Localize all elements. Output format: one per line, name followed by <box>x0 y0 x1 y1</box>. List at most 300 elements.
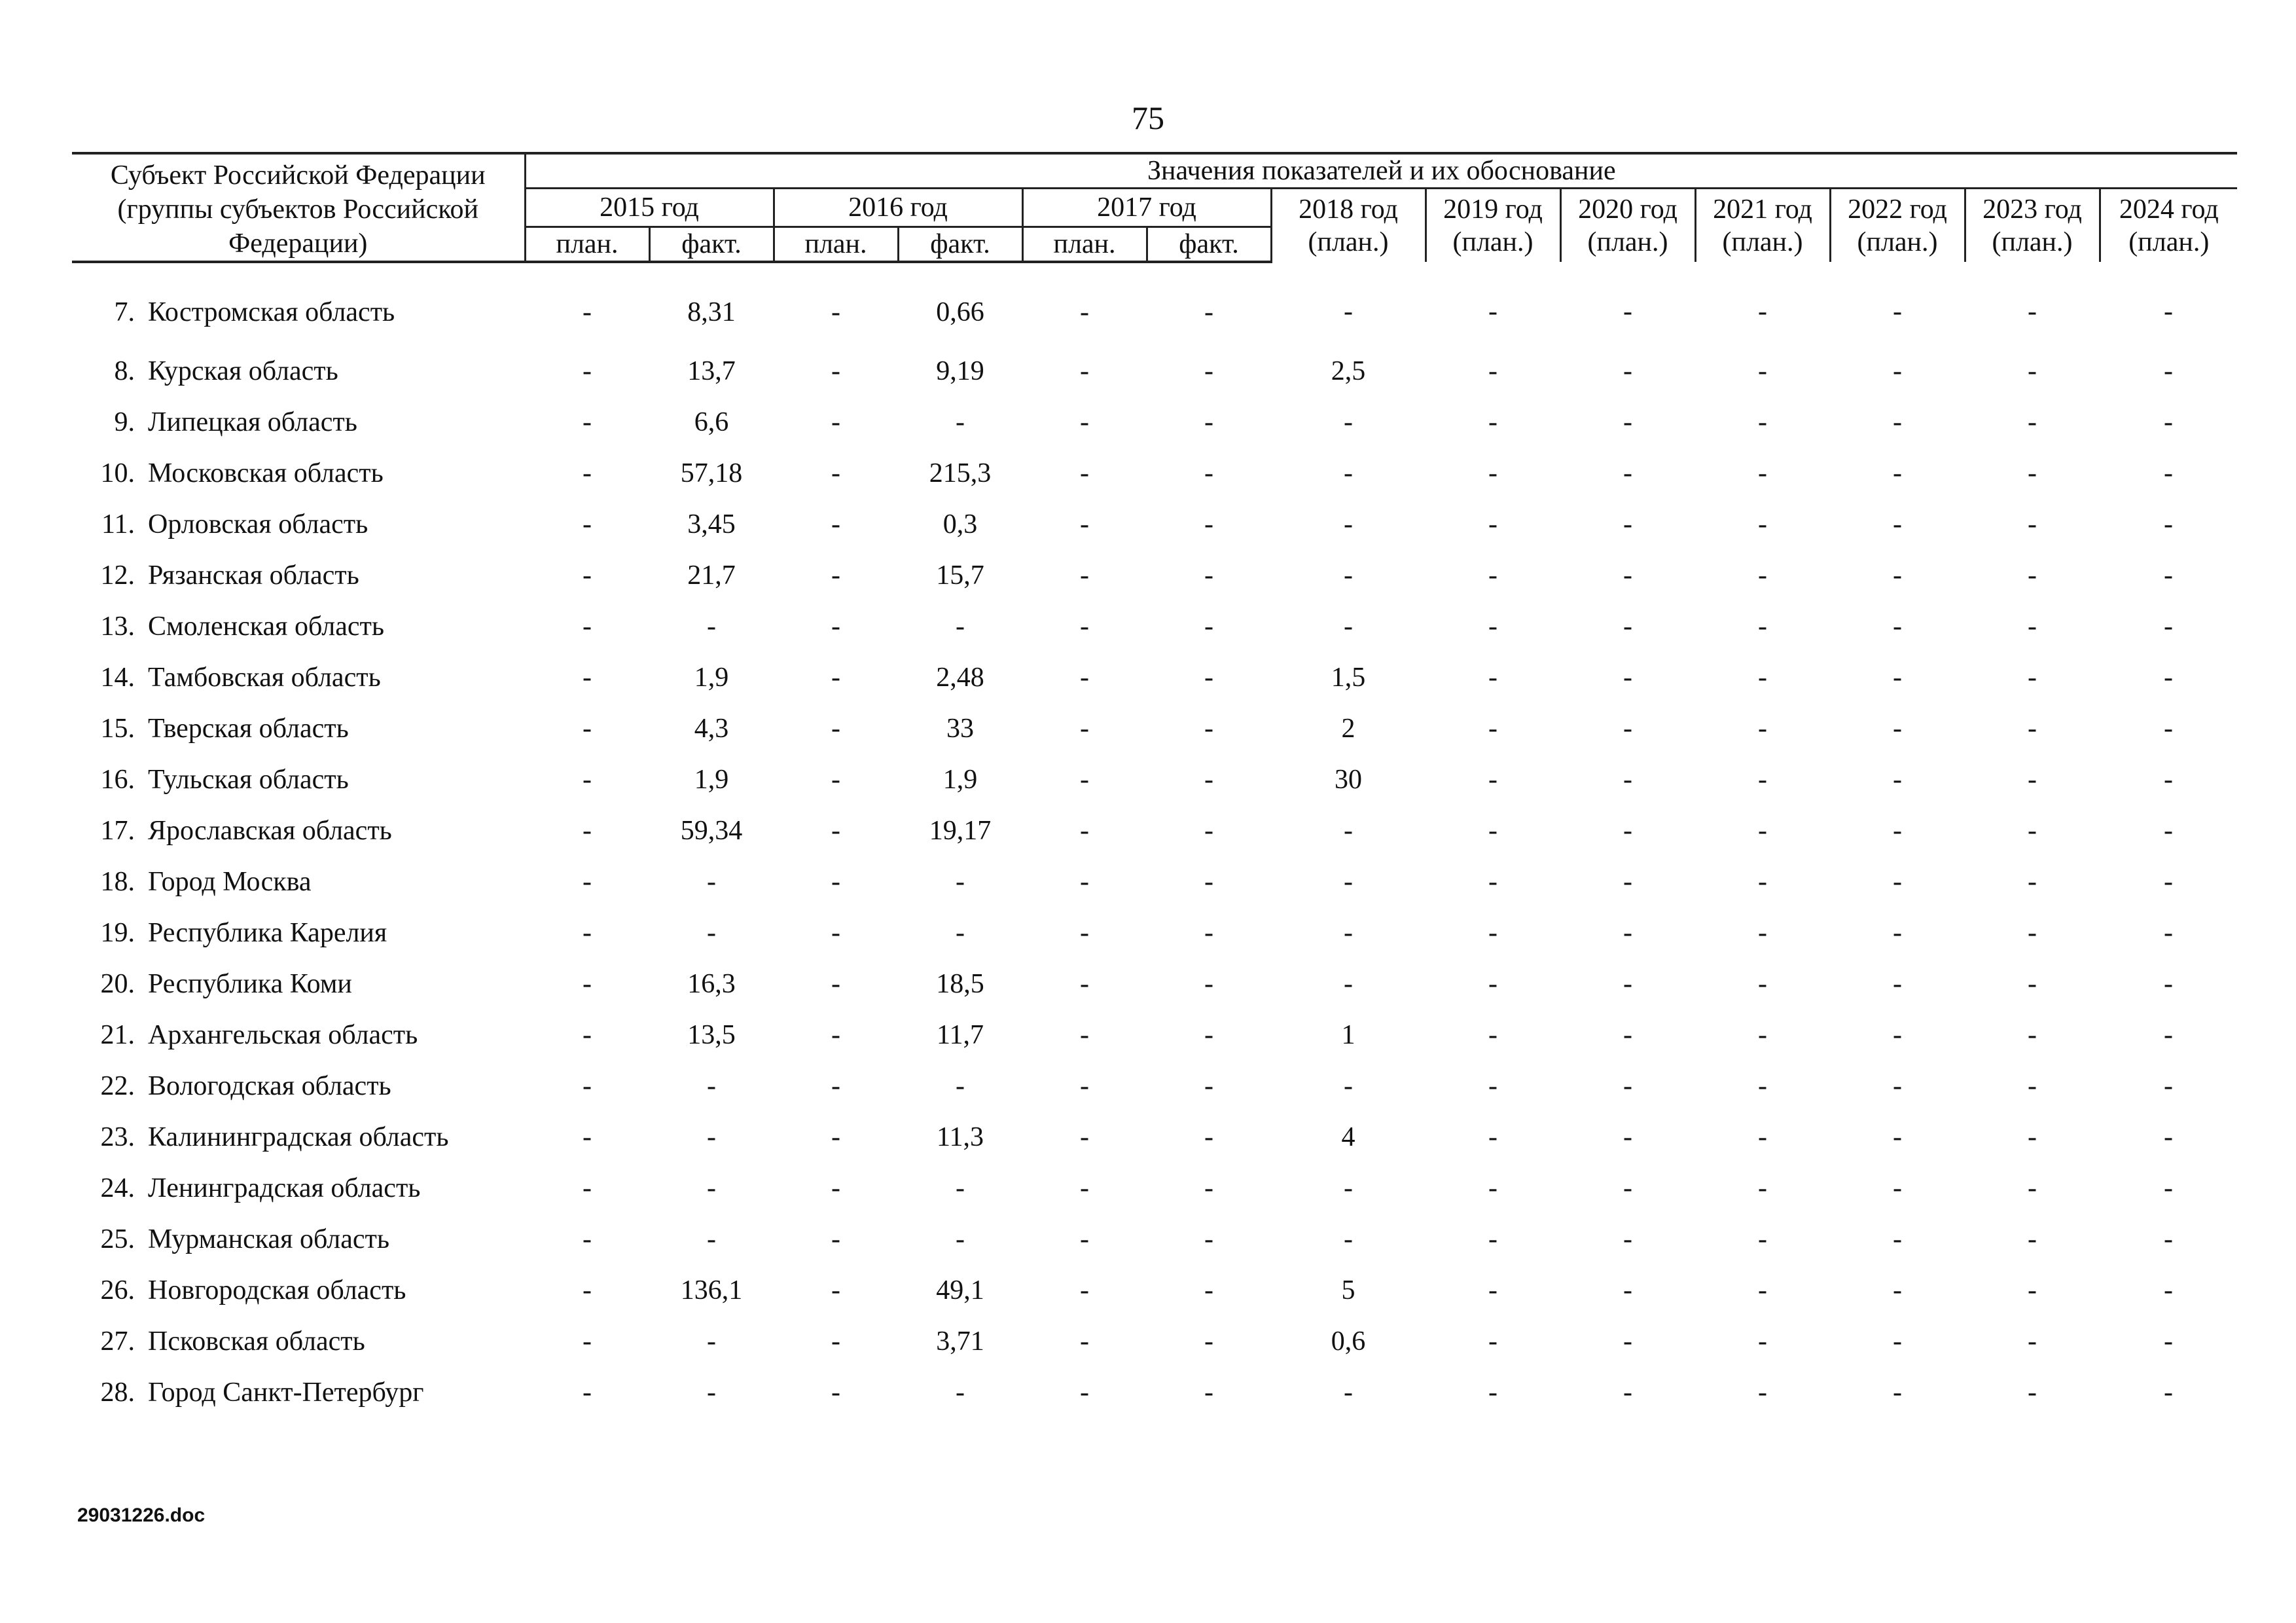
value-cell: - <box>1344 458 1353 488</box>
value-cell: - <box>1758 1020 1767 1050</box>
region-name: Липецкая область <box>148 407 357 437</box>
value-cell: - <box>1893 1275 1902 1305</box>
value-cell: - <box>1080 765 1089 795</box>
region-name: Республика Коми <box>148 969 352 999</box>
plan-year-label: 2022 год <box>1848 194 1947 225</box>
value-cell: - <box>1758 611 1767 642</box>
row-number: 22. <box>100 1071 135 1101</box>
value-cell: - <box>2028 1122 2037 1152</box>
row-number: 25. <box>100 1224 135 1254</box>
value-cell: - <box>831 1326 840 1357</box>
value-cell: - <box>1623 458 1632 488</box>
value-cell: - <box>1488 765 1498 795</box>
value-cell: - <box>831 1173 840 1203</box>
value-cell: - <box>1080 867 1089 897</box>
value-cell: - <box>1623 297 1632 327</box>
value-cell: - <box>2028 1224 2037 1254</box>
value-cell: - <box>1080 663 1089 693</box>
value-cell: - <box>1204 1071 1213 1101</box>
table-row <box>72 262 2237 346</box>
table-row <box>72 856 2237 907</box>
value-cell: - <box>583 714 592 744</box>
subject-cell <box>72 856 525 907</box>
value-cell: - <box>831 918 840 948</box>
value-cell: - <box>1893 1377 1902 1408</box>
value-cell: - <box>583 1377 592 1408</box>
region-name: Вологодская область <box>148 1071 391 1101</box>
value-cell: - <box>1758 356 1767 386</box>
value-cell: - <box>1758 407 1767 437</box>
plan-year-note: (план.) <box>1308 227 1389 257</box>
plan-year-label: 2024 год <box>2119 194 2219 225</box>
subject-cell <box>72 601 525 652</box>
value-cell: 3,71 <box>936 1326 984 1357</box>
row-number: 18. <box>100 867 135 897</box>
value-cell: 8,31 <box>687 297 736 327</box>
value-cell: - <box>831 714 840 744</box>
value-cell: 136,1 <box>680 1275 743 1305</box>
value-cell: - <box>583 560 592 591</box>
value-cell: - <box>1893 297 1902 327</box>
value-cell: - <box>1080 509 1089 539</box>
value-cell: - <box>1758 1377 1767 1408</box>
value-cell: - <box>956 407 965 437</box>
value-cell: - <box>1758 560 1767 591</box>
value-cell: - <box>1080 1020 1089 1050</box>
value-cell: - <box>1204 1326 1213 1357</box>
value-cell: - <box>1623 816 1632 846</box>
value-cell: - <box>956 611 965 642</box>
value-cell: - <box>1080 356 1089 386</box>
value-cell: - <box>1623 1275 1632 1305</box>
value-cell: - <box>1893 509 1902 539</box>
value-cell: - <box>2164 1377 2174 1408</box>
value-cell: 4 <box>1341 1122 1355 1152</box>
value-cell: - <box>1204 560 1213 591</box>
value-cell: - <box>1204 663 1213 693</box>
value-cell: 3,45 <box>687 509 736 539</box>
value-cell: - <box>831 458 840 488</box>
value-cell: - <box>1488 1020 1498 1050</box>
table-row <box>72 346 2237 397</box>
value-cell: - <box>1623 509 1632 539</box>
value-cell: 18,5 <box>936 969 984 999</box>
subject-cell <box>72 262 525 346</box>
value-cell: - <box>831 663 840 693</box>
subject-cell <box>72 1265 525 1316</box>
value-cell: - <box>1893 714 1902 744</box>
value-cell: - <box>2164 1224 2174 1254</box>
value-cell: 33 <box>946 714 974 744</box>
value-cell: - <box>1623 611 1632 642</box>
row-number: 24. <box>100 1173 135 1203</box>
value-cell: - <box>2028 816 2037 846</box>
value-cell: - <box>583 1326 592 1357</box>
value-cell: - <box>1758 297 1767 327</box>
plan-subheader: план. <box>774 227 898 263</box>
value-cell: - <box>1344 509 1353 539</box>
region-name: Тульская область <box>148 765 349 795</box>
value-cell: 4,3 <box>694 714 729 744</box>
value-cell: - <box>1204 458 1213 488</box>
row-number: 9. <box>114 407 135 437</box>
row-number: 20. <box>100 969 135 999</box>
plan-year-label: 2020 год <box>1578 194 1677 225</box>
value-cell: - <box>1204 816 1213 846</box>
value-cell: - <box>707 1173 716 1203</box>
value-cell: - <box>1344 1377 1353 1408</box>
fact-subheader: факт. <box>898 227 1022 263</box>
fact-subheader: факт. <box>649 227 774 263</box>
value-cell: - <box>1344 918 1353 948</box>
value-cell: 16,3 <box>687 969 736 999</box>
value-cell: - <box>707 1224 716 1254</box>
value-cell: - <box>2028 611 2037 642</box>
value-cell: - <box>1758 1275 1767 1305</box>
value-cell: - <box>1080 969 1089 999</box>
value-cell: - <box>831 969 840 999</box>
value-cell: - <box>1623 560 1632 591</box>
value-cell: - <box>2164 458 2174 488</box>
row-number: 15. <box>100 714 135 744</box>
value-cell: - <box>1623 1377 1632 1408</box>
value-cell: - <box>1623 1326 1632 1357</box>
value-cell: - <box>2164 560 2174 591</box>
value-cell: - <box>1488 1377 1498 1408</box>
value-cell: 1,5 <box>1331 663 1366 693</box>
plan-year-header <box>2100 189 2237 263</box>
value-cell: - <box>1204 969 1213 999</box>
value-cell: - <box>1758 765 1767 795</box>
value-cell: - <box>1204 297 1213 327</box>
table-row <box>72 448 2237 499</box>
value-cell: 11,7 <box>937 1020 984 1050</box>
table-row <box>72 1163 2237 1214</box>
value-cell: - <box>583 1224 592 1254</box>
value-cell: - <box>1488 611 1498 642</box>
value-cell: - <box>583 356 592 386</box>
subject-cell <box>72 1061 525 1112</box>
value-cell: - <box>1758 918 1767 948</box>
plan-year-note: (план.) <box>1722 227 1803 257</box>
plan-subheader: план. <box>1022 227 1147 263</box>
table-row <box>72 652 2237 703</box>
year-group-header: 2017 год <box>1022 189 1271 227</box>
value-cell: - <box>1623 969 1632 999</box>
row-number: 28. <box>100 1377 135 1408</box>
value-cell: - <box>583 509 592 539</box>
plan-year-note: (план.) <box>1992 227 2073 257</box>
value-cell: - <box>1204 1275 1213 1305</box>
value-cell: - <box>1488 407 1498 437</box>
value-cell: 1 <box>1341 1020 1355 1050</box>
value-cell: - <box>1080 560 1089 591</box>
subject-cell <box>72 1163 525 1214</box>
value-cell: 5 <box>1341 1275 1355 1305</box>
plan-year-header <box>1965 189 2100 263</box>
plan-year-note: (план.) <box>1857 227 1938 257</box>
value-cell: - <box>2028 714 2037 744</box>
value-cell: - <box>2164 918 2174 948</box>
value-cell: - <box>956 1071 965 1101</box>
value-cell: - <box>831 1071 840 1101</box>
value-cell: - <box>2164 1326 2174 1357</box>
region-name: Курская область <box>148 356 338 386</box>
plan-year-label: 2018 год <box>1299 194 1398 225</box>
value-cell: - <box>707 1377 716 1408</box>
subject-cell <box>72 703 525 754</box>
value-cell: - <box>2028 1173 2037 1203</box>
region-name: Новгородская область <box>148 1275 406 1305</box>
row-number: 27. <box>100 1326 135 1357</box>
value-cell: - <box>2028 765 2037 795</box>
value-cell: - <box>583 1071 592 1101</box>
value-cell: - <box>1758 816 1767 846</box>
value-cell: - <box>1488 1224 1498 1254</box>
value-cell: - <box>831 867 840 897</box>
value-cell: - <box>1344 1173 1353 1203</box>
value-cell: - <box>2164 356 2174 386</box>
value-cell: - <box>2164 1275 2174 1305</box>
value-cell: - <box>1488 816 1498 846</box>
value-cell: - <box>1488 918 1498 948</box>
value-cell: - <box>1344 407 1353 437</box>
row-number: 16. <box>100 765 135 795</box>
subject-cell <box>72 1316 525 1367</box>
plan-year-header <box>1560 189 1695 263</box>
region-name: Республика Карелия <box>148 918 387 948</box>
value-cell: - <box>2028 560 2037 591</box>
value-cell: - <box>1488 509 1498 539</box>
value-cell: - <box>1893 458 1902 488</box>
plan-subheader: план. <box>525 227 649 263</box>
value-cell: 57,18 <box>680 458 743 488</box>
value-cell: - <box>583 1122 592 1152</box>
value-cell: - <box>2164 765 2174 795</box>
page-number: 75 <box>1132 100 1164 136</box>
value-cell: - <box>1758 1173 1767 1203</box>
region-name: Мурманская область <box>148 1224 390 1254</box>
subject-cell <box>72 907 525 958</box>
value-cell: 49,1 <box>936 1275 984 1305</box>
value-cell: - <box>2164 1071 2174 1101</box>
value-cell: 215,3 <box>929 458 992 488</box>
value-cell: - <box>1204 509 1213 539</box>
region-name: Псковская область <box>148 1326 365 1357</box>
value-cell: - <box>1080 1224 1089 1254</box>
region-name: Тверская область <box>148 714 349 744</box>
region-name: Смоленская область <box>148 611 385 642</box>
table-row <box>72 1367 2237 1418</box>
value-cell: - <box>583 297 592 327</box>
value-cell: - <box>831 765 840 795</box>
region-name: Орловская область <box>148 509 368 539</box>
value-cell: - <box>1344 1071 1353 1101</box>
row-number: 7. <box>114 297 135 327</box>
plan-year-note: (план.) <box>2128 227 2210 257</box>
value-cell: - <box>1344 816 1353 846</box>
value-cell: - <box>1893 867 1902 897</box>
year-group-header: 2016 год <box>774 189 1022 227</box>
value-cell: - <box>2028 509 2037 539</box>
value-cell: - <box>583 765 592 795</box>
fact-subheader: факт. <box>1147 227 1271 263</box>
row-number: 17. <box>100 816 135 846</box>
value-cell: - <box>2164 714 2174 744</box>
value-cell: - <box>1623 663 1632 693</box>
value-cell: - <box>831 1275 840 1305</box>
region-name: Архангельская область <box>148 1020 418 1050</box>
value-cell: - <box>1488 1173 1498 1203</box>
subject-cell <box>72 346 525 397</box>
value-cell: - <box>583 663 592 693</box>
subject-cell <box>72 958 525 1010</box>
document-filename: 29031226.doc <box>77 1504 206 1526</box>
value-cell: - <box>1893 1326 1902 1357</box>
plan-year-label: 2023 год <box>1982 194 2082 225</box>
value-cell: - <box>1488 969 1498 999</box>
value-cell: - <box>1080 918 1089 948</box>
value-cell: - <box>2028 458 2037 488</box>
table-row <box>72 1010 2237 1061</box>
value-cell: - <box>1893 1224 1902 1254</box>
value-cell: - <box>2028 969 2037 999</box>
value-cell: 13,7 <box>687 356 736 386</box>
value-cell: - <box>1623 407 1632 437</box>
subject-cell <box>72 1112 525 1163</box>
value-cell: - <box>2164 663 2174 693</box>
region-name: Город Москва <box>148 867 312 897</box>
row-number: 21. <box>100 1020 135 1050</box>
value-cell: 1,9 <box>694 765 729 795</box>
value-cell: - <box>2164 816 2174 846</box>
value-cell: - <box>2164 1020 2174 1050</box>
value-cell: - <box>1080 611 1089 642</box>
value-cell: 1,9 <box>942 765 978 795</box>
plan-year-note: (план.) <box>1587 227 1668 257</box>
value-cell: - <box>1893 918 1902 948</box>
year-group-header: 2015 год <box>525 189 774 227</box>
value-cell: - <box>1488 867 1498 897</box>
value-cell: - <box>583 816 592 846</box>
value-cell: - <box>1204 765 1213 795</box>
table-row <box>72 1061 2237 1112</box>
value-cell: 2,48 <box>936 663 984 693</box>
value-cell: - <box>2028 663 2037 693</box>
value-cell: - <box>2028 407 2037 437</box>
values-title: Значения показателей и их обоснование <box>525 153 2237 189</box>
value-cell: - <box>1080 1377 1089 1408</box>
value-cell: - <box>1623 1071 1632 1101</box>
value-cell: - <box>1758 663 1767 693</box>
table-row <box>72 601 2237 652</box>
value-cell: - <box>831 509 840 539</box>
value-cell: - <box>956 867 965 897</box>
value-cell: - <box>1488 356 1498 386</box>
table-header <box>72 153 2237 262</box>
subject-cell <box>72 754 525 805</box>
value-cell: - <box>2028 1326 2037 1357</box>
row-number: 11. <box>101 509 135 539</box>
value-cell: - <box>831 1020 840 1050</box>
value-cell: - <box>2164 969 2174 999</box>
value-cell: - <box>831 560 840 591</box>
value-cell: - <box>1893 560 1902 591</box>
value-cell: 13,5 <box>687 1020 736 1050</box>
region-name: Ярославская область <box>148 816 392 846</box>
value-cell: - <box>1893 407 1902 437</box>
value-cell: - <box>1758 458 1767 488</box>
value-cell: - <box>583 1173 592 1203</box>
value-cell: - <box>2028 1071 2037 1101</box>
value-cell: - <box>707 611 716 642</box>
value-cell: - <box>1080 714 1089 744</box>
value-cell: - <box>1204 1224 1213 1254</box>
value-cell: 0,3 <box>942 509 978 539</box>
plan-year-header <box>1426 189 1560 263</box>
subject-cell <box>72 499 525 550</box>
value-cell: - <box>707 1071 716 1101</box>
value-cell: - <box>583 407 592 437</box>
value-cell: - <box>831 407 840 437</box>
value-cell: - <box>1204 1173 1213 1203</box>
value-cell: 15,7 <box>936 560 984 591</box>
value-cell: 6,6 <box>694 407 729 437</box>
value-cell: - <box>1344 560 1353 591</box>
table-row <box>72 1112 2237 1163</box>
table-row <box>72 805 2237 856</box>
subject-cell <box>72 397 525 448</box>
value-cell: - <box>583 969 592 999</box>
subject-cell <box>72 1214 525 1265</box>
value-cell: - <box>1758 1122 1767 1152</box>
value-cell: - <box>1488 1326 1498 1357</box>
value-cell: - <box>1488 663 1498 693</box>
value-cell: - <box>1758 714 1767 744</box>
value-cell: - <box>1893 611 1902 642</box>
value-cell: - <box>1204 1122 1213 1152</box>
value-cell: - <box>1623 1122 1632 1152</box>
value-cell: - <box>1204 356 1213 386</box>
value-cell: - <box>1758 969 1767 999</box>
row-number: 14. <box>100 663 135 693</box>
value-cell: - <box>2164 1173 2174 1203</box>
value-cell: - <box>956 1377 965 1408</box>
value-cell: - <box>2028 1377 2037 1408</box>
value-cell: - <box>583 918 592 948</box>
table-row <box>72 550 2237 601</box>
row-number: 13. <box>100 611 135 642</box>
value-cell: - <box>1758 1224 1767 1254</box>
value-cell: - <box>1344 867 1353 897</box>
value-cell: - <box>583 1020 592 1050</box>
value-cell: - <box>2028 297 2037 327</box>
value-cell: 0,6 <box>1331 1326 1366 1357</box>
value-cell: 19,17 <box>929 816 992 846</box>
value-cell: - <box>1204 407 1213 437</box>
value-cell: - <box>1080 458 1089 488</box>
value-cell: - <box>1204 867 1213 897</box>
value-cell: - <box>1893 356 1902 386</box>
value-cell: - <box>2164 867 2174 897</box>
value-cell: 21,7 <box>687 560 736 591</box>
value-cell: - <box>1204 714 1213 744</box>
value-cell: - <box>1344 611 1353 642</box>
value-cell: - <box>1893 1071 1902 1101</box>
value-cell: - <box>956 1173 965 1203</box>
region-name: Город Санкт-Петербург <box>148 1377 424 1408</box>
value-cell: - <box>1758 509 1767 539</box>
